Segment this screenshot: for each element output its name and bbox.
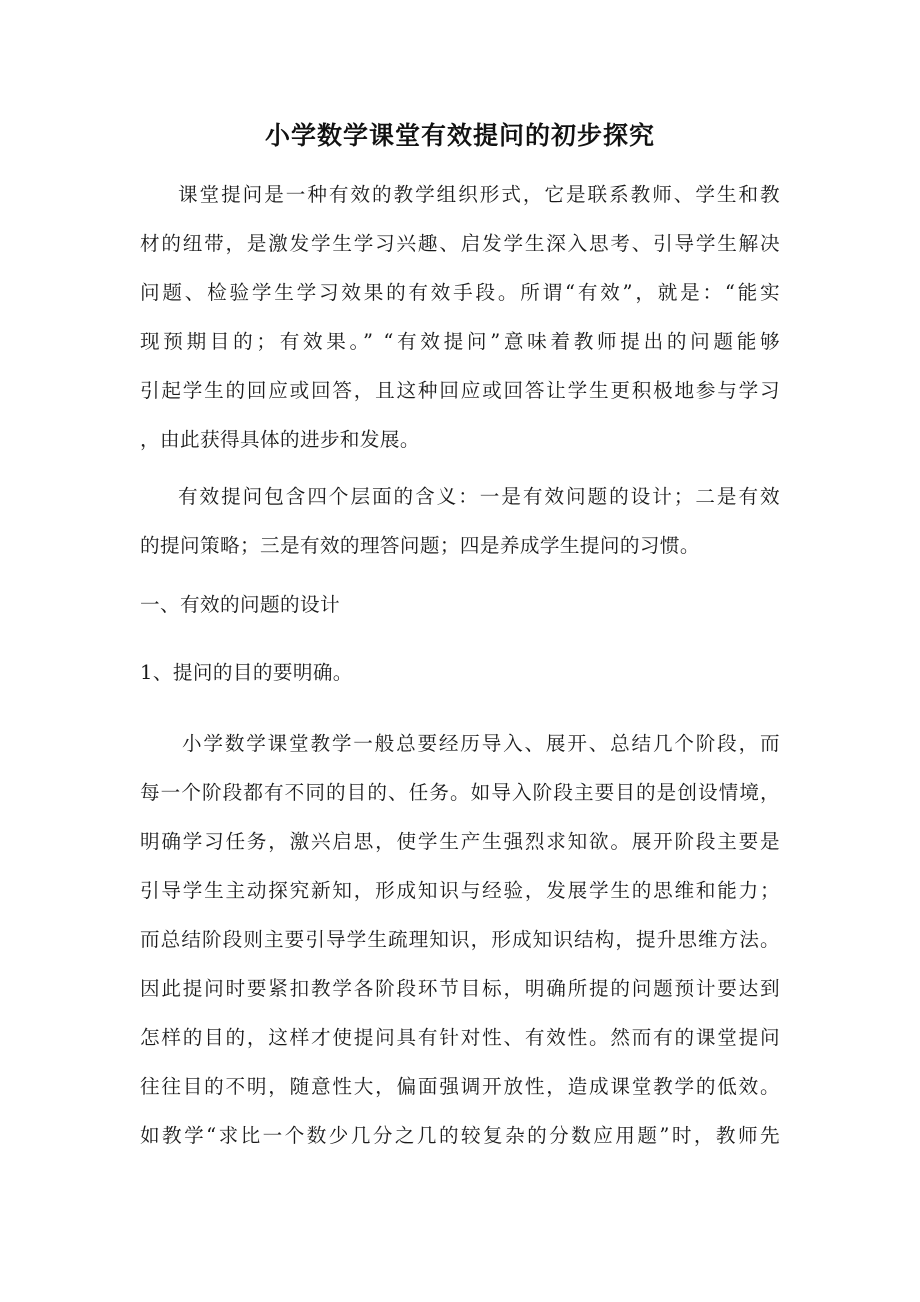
paragraph-line: 引导学生主动探究新知，形成知识与经验，发展学生的思维和能力； — [140, 879, 780, 902]
paragraph-line: 如教学“求比一个数少几分之几的较复杂的分数应用题”时，教师先 — [140, 1124, 780, 1147]
subsection-heading: 1、提问的目的要明确。 — [140, 661, 353, 684]
paragraph-line: 怎样的目的，这样才使提问具有针对性、有效性。然而有的课堂提问 — [140, 1026, 780, 1049]
paragraph-line: 每一个阶段都有不同的目的、任务。如导入阶段主要目的是创设情境， — [140, 781, 780, 804]
paragraph-line: 课堂提问是一种有效的教学组织形式，它是联系教师、学生和教 — [178, 183, 780, 206]
section-heading: 一、有效的问题的设计 — [140, 593, 340, 616]
paragraph-line: 有效提问包含四个层面的含义：一是有效问题的设计；二是有效 — [178, 485, 780, 508]
paragraph-line: 现预期目的；有效果。” “有效提问”意味着教师提出的问题能够 — [140, 330, 780, 353]
paragraph-line: 的提问策略；三是有效的理答问题；四是养成学生提问的习惯。 — [140, 534, 700, 557]
paragraph-line: 材的纽带，是激发学生学习兴趣、启发学生深入思考、引导学生解决 — [140, 232, 780, 255]
paragraph-line: 因此提问时要紧扣教学各阶段环节目标，明确所提的问题预计要达到 — [140, 977, 780, 1000]
paragraph-intro — [140, 170, 780, 464]
paragraph-purpose — [140, 719, 780, 1160]
paragraph-meaning — [140, 472, 780, 570]
paragraph-line: 而总结阶段则主要引导学生疏理知识，形成知识结构，提升思维方法。 — [140, 928, 780, 951]
paragraph-line: 往往目的不明，随意性大，偏面强调开放性，造成课堂教学的低效。 — [140, 1075, 780, 1098]
document-title: 小学数学课堂有效提问的初步探究 — [264, 121, 655, 150]
paragraph-line: ，由此获得具体的进步和发展。 — [140, 428, 420, 451]
paragraph-line: 明确学习任务，激兴启思，使学生产生强烈求知欲。展开阶段主要是 — [140, 830, 780, 853]
paragraph-line: 引起学生的回应或回答，且这种回应或回答让学生更积极地参与学习 — [140, 379, 780, 402]
paragraph-line: 问题、检验学生学习效果的有效手段。所谓“有效”，就是：“能实 — [140, 281, 780, 304]
paragraph-line: 小学数学课堂教学一般总要经历导入、展开、总结几个阶段，而 — [182, 732, 780, 755]
